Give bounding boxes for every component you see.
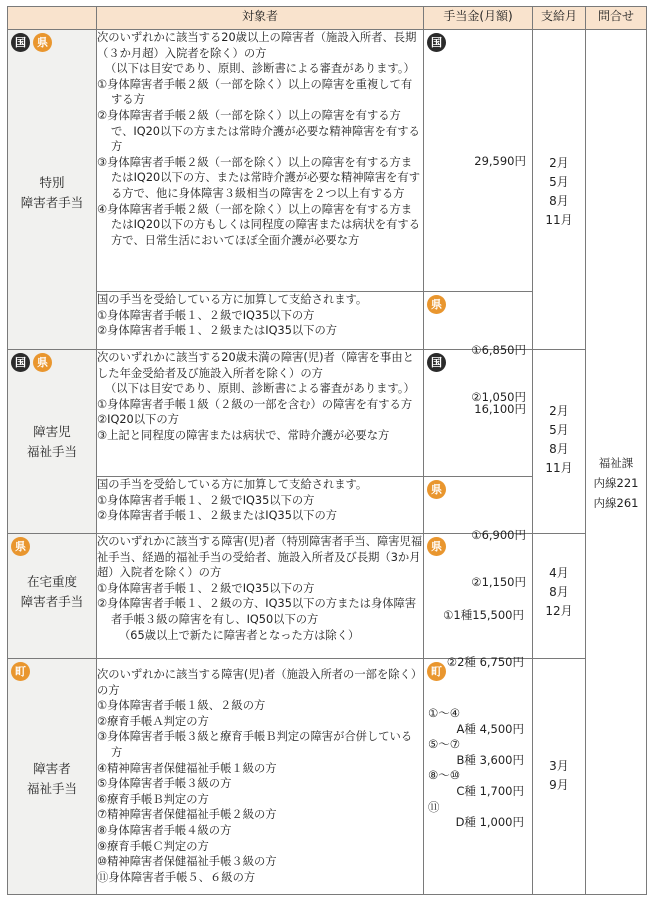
contact-info: 福祉課 内線221 内線261 [593,456,639,510]
amount-child-ken: 県 ①6,900円 ②1,150円 [424,477,533,534]
header-contact: 問合せ [586,7,647,30]
contact-cell [586,30,647,895]
header-amount: 手当金(月額) [424,7,533,30]
amount-home: 県 ①1種15,500円 ②2種 6,750円 [424,534,533,659]
header-target: 対象者 [97,7,424,30]
benefits-table [7,6,647,895]
months-welfare: 3月 9月 [533,659,586,895]
eligibility-home: 次のいずれかに該当する障害(児)者（特別障害者手当、障害児福祉手当、経過的福祉手当の受給者、施設入所者及び長期（3か月超）入院者を除く）の方 ①身体障害者手帳１、２級でIQ35以下の方 ②身体障害者手帳１、２級の方、IQ35以下の方または身体障害者手帳３級の障害を有し、IQ50以下の方 （65歳以上で新たに障害者となった方は除く） [97,534,424,659]
ken-badge-icon: 県 [33,353,52,372]
ken-badge-icon: 県 [33,33,52,52]
category-name: 障害者 福祉手当 [26,761,77,796]
category-name: 特別 障害者手当 [20,175,84,210]
months-special: 2月 5月 8月 11月 [533,30,586,350]
kuni-badge-icon: 国 [427,33,446,52]
kuni-badge-icon: 国 [11,353,30,372]
amount-special-kuni: 国 29,590円 [424,30,533,292]
kuni-badge-icon: 国 [11,33,30,52]
eligibility-child-ken: 国の手当を受給している方に加算して支給されます。 ①身体障害者手帳１、２級でIQ35以下の方 ②身体障害者手帳１、２級またはIQ35以下の方 [97,477,424,534]
category-name: 在宅重度 障害者手当 [20,574,84,609]
eligibility-welfare: 次のいずれかに該当する障害(児)者（施設入所者の一部を除く）の方 ①身体障害者手帳１級、２級の方 ②療育手帳Ａ判定の方 ③身体障害者手帳３級と療育手帳Ｂ判定の障害が合併している方 ④精神障害者保健福祉手帳１級の方 ⑤身体障害者手帳３級の方 ⑥療育手帳Ｂ判定の方 ⑦精神障害者保健福祉手帳２級の方 ⑧身体障害者手帳４級の方 ⑨療育手帳Ｃ判定の方 ⑩精神障害者保健福祉手帳３級の方 ⑪身体障害者手帳５、６級の方 [97,659,424,895]
category-home [8,534,97,659]
table-row [8,350,647,477]
ken-badge-icon: 県 [427,295,446,314]
eligibility-special-ken: 国の手当を受給している方に加算して支給されます。 ①身体障害者手帳１、２級でIQ35以下の方 ②身体障害者手帳１、２級またはIQ35以下の方 [97,292,424,350]
cho-badge-icon: 町 [427,662,446,681]
table-row [8,30,647,292]
amount-special-ken: 県 ①6,850円 ②1,050円 [424,292,533,350]
category-name: 障害児 福祉手当 [26,424,77,459]
category-welfare [8,659,97,895]
category-special [8,30,97,350]
ken-badge-icon: 県 [427,537,446,556]
cho-badge-icon: 町 [11,662,30,681]
table-row [8,659,647,895]
ken-badge-icon: 県 [11,537,30,556]
eligibility-special-kuni: 次のいずれかに該当する20歳以上の障害者（施設入所者、長期（３か月超）入院者を除く）の方 （以下は目安であり、原則、診断書による審査があります。） ①身体障害者手帳２級（一部を除く）以上の障害を重複して有する方 ②身体障害者手帳２級（一部を除く）以上の障害を有する方で、IQ20以下の方または常時介護が必要な精神障害を有する方 ③身体障害者手帳２級（一部を除く）以上の障害を有する方またはIQ20以下の方、または常時介護が必要な精神障害を有する方で、他に身体障害３級相当の障害を２つ以上有する方 ④身体障害者手帳２級（一部を除く）以上の障害を有する方またはIQ20以下の方もしくは同程度の障害または病状を有する方で、日常生活においてほぼ全面介護が必要な方 [97,30,424,292]
table-row [8,534,647,659]
months-home: 4月 8月 12月 [533,534,586,659]
ken-badge-icon: 県 [427,480,446,499]
category-child [8,350,97,534]
kuni-badge-icon: 国 [427,353,446,372]
eligibility-child-kuni: 次のいずれかに該当する20歳未満の障害(児)者（障害を事由とした年金受給者及び施設入所者を除く）の方 （以下は目安であり、原則、診断書による審査があります。） ①身体障害者手帳１級（２級の一部を含む）の障害を有する方 ②IQ20以下の方 ③上記と同程度の障害または病状で、常時介護が必要な方 [97,350,424,477]
amount-child-kuni: 国 16,100円 [424,350,533,477]
header-month: 支給月 [533,7,586,30]
amount-welfare: 町 ①～④ A種 4,500円 ⑤～⑦ B種 3,600円 ⑧～⑩ C種 1,700円 ⑪ D種 1,000円 [424,659,533,895]
header-blank [8,7,97,30]
months-child: 2月 5月 8月 11月 [533,350,586,534]
